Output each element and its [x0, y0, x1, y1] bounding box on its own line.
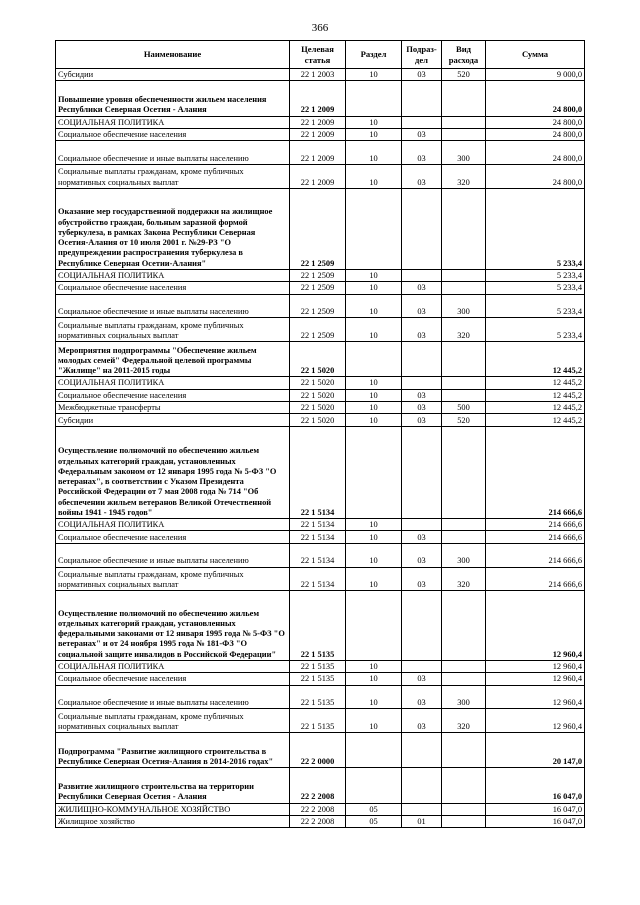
cell-expense-type: 320: [442, 567, 486, 591]
table-row: [56, 733, 585, 768]
cell-expense-type: [442, 81, 486, 116]
cell-name: Осуществление полномочий по обеспечению жильем отдельных категорий граждан, установленных Федеральным законом от 12 января 1995 года № 5-ФЗ "О ветеранах", в соответствии с Указом Президента Российской Федерации от 7 мая 2008 года № 714 "Об обеспечении жильем ветеранов Великой Отечественной войны 1941 - 1945 годов": [56, 426, 290, 518]
cell-section: 10: [346, 531, 402, 543]
cell-sum: 214 666,6: [486, 543, 585, 567]
cell-name: Социальное обеспечение и иные выплаты населению: [56, 141, 290, 165]
cell-name: Оказание мер государственной поддержки на жилищное обустройство граждан, больным заразной формой туберкулеза, в рамках Закона Республики Северная Осетия-Алания от 10 июля 2001 г. №29-РЗ "О предупреждении распространения туберкулеза в Республике Северная Осетии-Алания": [56, 188, 290, 269]
cell-name: Подпрограмма "Развитие жилищного строительства в Республике Северная Осетия-Алания в 2014-2016 годах": [56, 733, 290, 768]
cell-section: 10: [346, 543, 402, 567]
cell-expense-type: 320: [442, 165, 486, 189]
cell-subsection: [402, 591, 442, 660]
cell-section: 10: [346, 269, 402, 281]
cell-sum: 214 666,6: [486, 519, 585, 531]
table-row: [56, 116, 585, 128]
cell-name: Повышение уровня обеспеченности жильем населения Республики Северная Осетия - Алания: [56, 81, 290, 116]
cell-code: 22 1 5134: [290, 531, 346, 543]
table-row: [56, 165, 585, 189]
cell-subsection: [402, 803, 442, 815]
cell-sum: 5 233,4: [486, 282, 585, 294]
cell-name: СОЦИАЛЬНАЯ ПОЛИТИКА: [56, 519, 290, 531]
cell-section: 10: [346, 414, 402, 426]
cell-subsection: [402, 768, 442, 803]
cell-section: 10: [346, 128, 402, 140]
cell-name: СОЦИАЛЬНАЯ ПОЛИТИКА: [56, 660, 290, 672]
cell-code: 22 1 5135: [290, 591, 346, 660]
cell-section: [346, 591, 402, 660]
cell-expense-type: [442, 673, 486, 685]
page-number: 366: [311, 22, 329, 34]
cell-name: Социальное обеспечение населения: [56, 128, 290, 140]
cell-sum: 214 666,6: [486, 567, 585, 591]
cell-code: 22 1 5135: [290, 685, 346, 709]
cell-sum: 9 000,0: [486, 69, 585, 81]
table-row: [56, 803, 585, 815]
cell-sum: 12 960,4: [486, 660, 585, 672]
cell-section: 10: [346, 709, 402, 733]
cell-name: СОЦИАЛЬНАЯ ПОЛИТИКА: [56, 116, 290, 128]
table-body: [56, 69, 585, 828]
cell-sum: 16 047,0: [486, 815, 585, 827]
table-row: [56, 673, 585, 685]
cell-subsection: [402, 733, 442, 768]
cell-expense-type: 520: [442, 414, 486, 426]
cell-code: 22 1 2009: [290, 116, 346, 128]
cell-expense-type: [442, 128, 486, 140]
cell-code: 22 1 2009: [290, 128, 346, 140]
cell-code: 22 1 5134: [290, 426, 346, 518]
cell-sum: 12 960,4: [486, 685, 585, 709]
header-expense-type: Вид расхода: [442, 41, 486, 69]
cell-section: 10: [346, 389, 402, 401]
cell-name: Социальное обеспечение и иные выплаты населению: [56, 543, 290, 567]
cell-section: 05: [346, 815, 402, 827]
cell-name: Социальное обеспечение и иные выплаты населению: [56, 294, 290, 318]
cell-section: 10: [346, 294, 402, 318]
cell-expense-type: [442, 426, 486, 518]
cell-expense-type: 520: [442, 69, 486, 81]
cell-subsection: [402, 81, 442, 116]
cell-subsection: 03: [402, 128, 442, 140]
cell-section: 10: [346, 318, 402, 342]
cell-expense-type: [442, 591, 486, 660]
table-row: [56, 531, 585, 543]
cell-expense-type: [442, 519, 486, 531]
table-row: [56, 660, 585, 672]
cell-sum: 5 233,4: [486, 318, 585, 342]
cell-subsection: 03: [402, 282, 442, 294]
cell-subsection: 03: [402, 709, 442, 733]
cell-code: 22 1 2003: [290, 69, 346, 81]
cell-name: Социальные выплаты гражданам, кроме публичных нормативных социальных выплат: [56, 709, 290, 733]
table-row: [56, 141, 585, 165]
cell-section: 10: [346, 567, 402, 591]
cell-subsection: 03: [402, 141, 442, 165]
table-row: [56, 402, 585, 414]
cell-sum: 24 800,0: [486, 165, 585, 189]
cell-subsection: 03: [402, 567, 442, 591]
cell-subsection: 03: [402, 531, 442, 543]
cell-expense-type: [442, 116, 486, 128]
cell-code: 22 1 5020: [290, 402, 346, 414]
cell-sum: 24 800,0: [486, 116, 585, 128]
cell-sum: 12 445,2: [486, 414, 585, 426]
table-row: [56, 543, 585, 567]
cell-code: 22 1 2509: [290, 269, 346, 281]
cell-name: Развитие жилищного строительства на территории Республики Северная Осетия - Алания: [56, 768, 290, 803]
cell-section: 10: [346, 165, 402, 189]
cell-sum: 16 047,0: [486, 768, 585, 803]
cell-section: 10: [346, 660, 402, 672]
cell-sum: 214 666,6: [486, 531, 585, 543]
cell-section: [346, 768, 402, 803]
cell-sum: 24 800,0: [486, 141, 585, 165]
cell-subsection: 03: [402, 318, 442, 342]
cell-subsection: 03: [402, 673, 442, 685]
cell-expense-type: [442, 660, 486, 672]
cell-name: Социальные выплаты гражданам, кроме публичных нормативных социальных выплат: [56, 567, 290, 591]
table-row: [56, 414, 585, 426]
cell-code: 22 2 2008: [290, 815, 346, 827]
cell-name: Социальные выплаты гражданам, кроме публичных нормативных социальных выплат: [56, 318, 290, 342]
table-row: [56, 294, 585, 318]
table-row: [56, 685, 585, 709]
header-section: Раздел: [346, 41, 402, 69]
cell-sum: 12 445,2: [486, 377, 585, 389]
cell-expense-type: [442, 377, 486, 389]
cell-name: Мероприятия подпрограммы "Обеспечение жильем молодых семей" Федеральной целевой программы "Жилище" на 2011-2015 годы: [56, 342, 290, 377]
cell-section: 10: [346, 402, 402, 414]
cell-section: 05: [346, 803, 402, 815]
cell-name: Субсидии: [56, 69, 290, 81]
cell-code: 22 1 5134: [290, 543, 346, 567]
cell-sum: 5 233,4: [486, 188, 585, 269]
cell-section: [346, 81, 402, 116]
table-row: [56, 709, 585, 733]
cell-section: 10: [346, 116, 402, 128]
cell-code: 22 1 5020: [290, 389, 346, 401]
table-row: [56, 318, 585, 342]
cell-sum: 5 233,4: [486, 294, 585, 318]
cell-section: [346, 426, 402, 518]
cell-expense-type: 320: [442, 709, 486, 733]
cell-code: 22 1 2509: [290, 294, 346, 318]
cell-name: Социальное обеспечение и иные выплаты населению: [56, 685, 290, 709]
cell-subsection: [402, 188, 442, 269]
cell-name: Социальные выплаты гражданам, кроме публичных нормативных социальных выплат: [56, 165, 290, 189]
cell-name: ЖИЛИЩНО-КОММУНАЛЬНОЕ ХОЗЯЙСТВО: [56, 803, 290, 815]
table-row: [56, 377, 585, 389]
table-row: [56, 591, 585, 660]
cell-name: Жилищное хозяйство: [56, 815, 290, 827]
cell-name: Осуществление полномочий по обеспечению жильем отдельных категорий граждан, установленных федеральными законами от 12 января 1995 года № 5-ФЗ "О ветеранах" и от 24 ноября 1995 года № 181-ФЗ "О социальной защите инвалидов в Российской Федерации": [56, 591, 290, 660]
table-row: [56, 519, 585, 531]
cell-code: 22 1 2009: [290, 81, 346, 116]
cell-section: [346, 188, 402, 269]
cell-code: 22 1 5134: [290, 519, 346, 531]
cell-subsection: 03: [402, 402, 442, 414]
cell-section: 10: [346, 69, 402, 81]
cell-subsection: 03: [402, 389, 442, 401]
table-row: [56, 389, 585, 401]
header-name: Наименование: [56, 41, 290, 69]
cell-expense-type: [442, 188, 486, 269]
cell-code: 22 2 2008: [290, 803, 346, 815]
cell-sum: 214 666,6: [486, 426, 585, 518]
cell-code: 22 1 5134: [290, 567, 346, 591]
cell-code: 22 2 2008: [290, 768, 346, 803]
table-row: [56, 768, 585, 803]
cell-sum: 12 445,2: [486, 342, 585, 377]
cell-name: Межбюджетные трансферты: [56, 402, 290, 414]
cell-subsection: [402, 660, 442, 672]
table-row: [56, 815, 585, 827]
cell-sum: 12 445,2: [486, 389, 585, 401]
cell-subsection: 03: [402, 165, 442, 189]
cell-expense-type: [442, 269, 486, 281]
cell-subsection: [402, 519, 442, 531]
cell-expense-type: [442, 803, 486, 815]
cell-name: СОЦИАЛЬНАЯ ПОЛИТИКА: [56, 269, 290, 281]
cell-name: СОЦИАЛЬНАЯ ПОЛИТИКА: [56, 377, 290, 389]
table-row: [56, 282, 585, 294]
cell-code: 22 1 5135: [290, 660, 346, 672]
cell-code: 22 1 5020: [290, 414, 346, 426]
table-header-row: [56, 41, 585, 69]
cell-code: 22 1 5020: [290, 342, 346, 377]
cell-name: Социальное обеспечение населения: [56, 389, 290, 401]
cell-code: 22 1 2009: [290, 165, 346, 189]
cell-section: 10: [346, 377, 402, 389]
cell-sum: 20 147,0: [486, 733, 585, 768]
cell-subsection: 03: [402, 69, 442, 81]
table-row: [56, 342, 585, 377]
cell-name: Социальное обеспечение населения: [56, 673, 290, 685]
cell-code: 22 1 2509: [290, 188, 346, 269]
cell-code: 22 1 5020: [290, 377, 346, 389]
table-row: [56, 69, 585, 81]
header-sum: Сумма: [486, 41, 585, 69]
cell-code: 22 1 5135: [290, 673, 346, 685]
cell-expense-type: 300: [442, 141, 486, 165]
cell-expense-type: [442, 389, 486, 401]
cell-sum: 12 960,4: [486, 673, 585, 685]
table-row: [56, 269, 585, 281]
cell-code: 22 1 2009: [290, 141, 346, 165]
cell-section: 10: [346, 282, 402, 294]
table-row: [56, 426, 585, 518]
cell-section: 10: [346, 685, 402, 709]
cell-code: 22 1 5135: [290, 709, 346, 733]
cell-expense-type: 300: [442, 294, 486, 318]
cell-subsection: [402, 426, 442, 518]
cell-name: Субсидии: [56, 414, 290, 426]
cell-sum: 24 800,0: [486, 81, 585, 116]
header-subsection: Подраз-дел: [402, 41, 442, 69]
cell-subsection: 01: [402, 815, 442, 827]
cell-code: 22 1 2509: [290, 318, 346, 342]
cell-subsection: 03: [402, 414, 442, 426]
cell-section: [346, 733, 402, 768]
cell-expense-type: [442, 531, 486, 543]
cell-subsection: 03: [402, 685, 442, 709]
cell-code: 22 2 0000: [290, 733, 346, 768]
cell-subsection: [402, 377, 442, 389]
cell-expense-type: 500: [442, 402, 486, 414]
cell-expense-type: [442, 733, 486, 768]
cell-sum: 12 445,2: [486, 402, 585, 414]
cell-subsection: [402, 342, 442, 377]
table-row: [56, 188, 585, 269]
cell-section: [346, 342, 402, 377]
cell-section: 10: [346, 141, 402, 165]
cell-name: Социальное обеспечение населения: [56, 282, 290, 294]
cell-name: Социальное обеспечение населения: [56, 531, 290, 543]
cell-sum: 24 800,0: [486, 128, 585, 140]
table-row: [56, 81, 585, 116]
cell-expense-type: 300: [442, 685, 486, 709]
table-row: [56, 128, 585, 140]
cell-code: 22 1 2509: [290, 282, 346, 294]
cell-subsection: [402, 116, 442, 128]
cell-section: 10: [346, 673, 402, 685]
cell-expense-type: 320: [442, 318, 486, 342]
header-code: Целевая статья: [290, 41, 346, 69]
cell-sum: 12 960,4: [486, 591, 585, 660]
cell-sum: 16 047,0: [486, 803, 585, 815]
cell-expense-type: [442, 282, 486, 294]
cell-expense-type: [442, 768, 486, 803]
cell-sum: 5 233,4: [486, 269, 585, 281]
cell-sum: 12 960,4: [486, 709, 585, 733]
cell-expense-type: [442, 815, 486, 827]
cell-subsection: 03: [402, 294, 442, 318]
budget-table: [55, 40, 585, 828]
table-row: [56, 567, 585, 591]
cell-subsection: 03: [402, 543, 442, 567]
cell-expense-type: 300: [442, 543, 486, 567]
cell-subsection: [402, 269, 442, 281]
cell-expense-type: [442, 342, 486, 377]
cell-section: 10: [346, 519, 402, 531]
